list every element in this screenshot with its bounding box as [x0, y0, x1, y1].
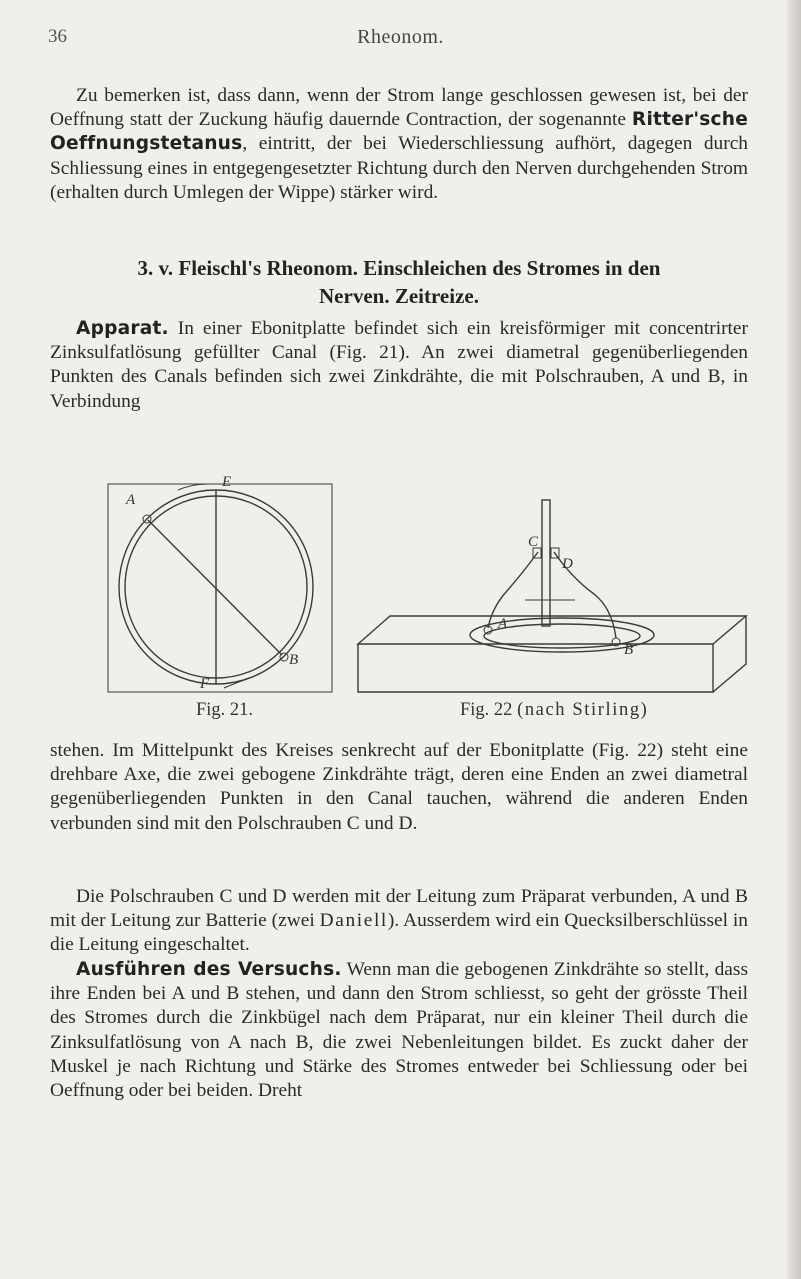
apparat-label: Apparat.	[76, 318, 169, 339]
fig21-arrow-e	[178, 484, 208, 490]
fig22-plate-top	[358, 616, 746, 644]
fig22-label-d: D	[562, 556, 573, 572]
fig21-label-e: E	[222, 474, 232, 490]
fig22-caption-wrap	[460, 700, 648, 721]
paragraph-apparat	[50, 317, 748, 414]
fig22-label-c: C	[528, 534, 539, 550]
fig21-label-a: A	[126, 492, 136, 508]
fig22-caption: Fig. 22	[460, 700, 513, 720]
figure-22-diagram	[350, 488, 756, 700]
para1-bold-term: Ritter'sche Oeffnungstetanus	[50, 109, 748, 155]
page-number: 36	[48, 26, 67, 47]
fig22-plate-side	[713, 616, 746, 692]
polschrauben-text-b: ). Ausserdem wird ein Quecksilberschlüssel in die Leitung eingeschaltet.	[50, 910, 748, 956]
fig22-caption-note: (nach Stirling)	[517, 700, 649, 720]
paragraph-ausfuehren	[50, 958, 748, 1103]
para1-rest: , eintritt, der bei Wiederschliessung aufhört, dagegen durch Schliessung eines in entgegengesetzter Richtung durch den Nerven durchgehenden Strom (erhalten durch Umlegen der Wippe) stärker wird.	[50, 133, 748, 203]
fig22-axle	[542, 500, 550, 626]
section-heading-line1: 3. v. Fleischl's Rheonom. Einschleichen des Stromes in den	[137, 256, 661, 280]
stehen-text: stehen. Im Mittelpunkt des Kreises senkrecht auf der Ebonitplatte (Fig. 22) steht eine drehbare Axe, die zwei gebogene Zinkdrähte trägt, deren eine Enden an zwei diametral gegenüberliegenden Punkten in den Canal tauchen, während die anderen Enden verbunden sind mit den Polschrauben C und D.	[50, 740, 748, 834]
fig22-label-b: B	[624, 642, 634, 658]
figure-21-diagram	[100, 474, 336, 696]
running-title: Rheonom.	[357, 26, 444, 48]
fig21-diameter	[148, 520, 282, 655]
ausfuehren-text: Wenn man die gebogenen Zinkdrähte so stellt, dass ihre Enden bei A und B stehen, und dann den Strom schliesst, so geht der grösste Theil des Stromes durch die Zinkbügel nach dem Präparat, nur ein kleiner Theil durch die Zinksulfatlösung von A nach B, die zwei Nebenleitungen bildet. Es zuckt daher der Muskel je nach Richtung und Stärke des Stromes entweder bei Schliessung oder bei Oeffnung oder bei beiden. Dreht	[50, 959, 748, 1102]
fig22-label-a: A	[498, 616, 508, 632]
fig21-caption: Fig. 21.	[196, 700, 254, 720]
polschrauben-text-a: Die Polschrauben C und D werden mit der Leitung zum Präparat verbunden, A und B mit der Leitung zur Batterie (zwei	[50, 886, 748, 932]
daniell-name: Daniell	[319, 910, 388, 932]
apparat-text: In einer Ebonitplatte befindet sich ein kreisförmiger mit concentrirter Zinksulfatlösung gefüllter Canal (Fig. 21). An zwei diametral gegenüberliegenden Punkten des Canals befinden sich zwei Zinkdrähte, die mit Polschrauben, A und B, in Verbindung	[50, 318, 748, 412]
paragraph-oeffnungstetanus	[50, 84, 748, 205]
page-edge	[787, 0, 801, 1279]
running-head	[0, 26, 801, 52]
section-heading-line2: Nerven. Zeitreize.	[319, 284, 479, 308]
fig21-label-f: F	[200, 676, 210, 692]
paragraph-polschrauben	[50, 885, 748, 958]
para1-text: Zu bemerken ist, dass dann, wenn der Strom lange geschlossen gewesen ist, bei der Oeffnung statt der Zuckung häufig dauernde Contraction, der sogenannte	[50, 85, 748, 131]
ausfuehren-label: Ausführen des Versuchs.	[76, 959, 342, 980]
section-heading	[50, 254, 748, 310]
fig21-label-b: B	[289, 652, 299, 668]
fig21-frame	[108, 484, 332, 692]
paragraph-stehen	[50, 739, 748, 836]
